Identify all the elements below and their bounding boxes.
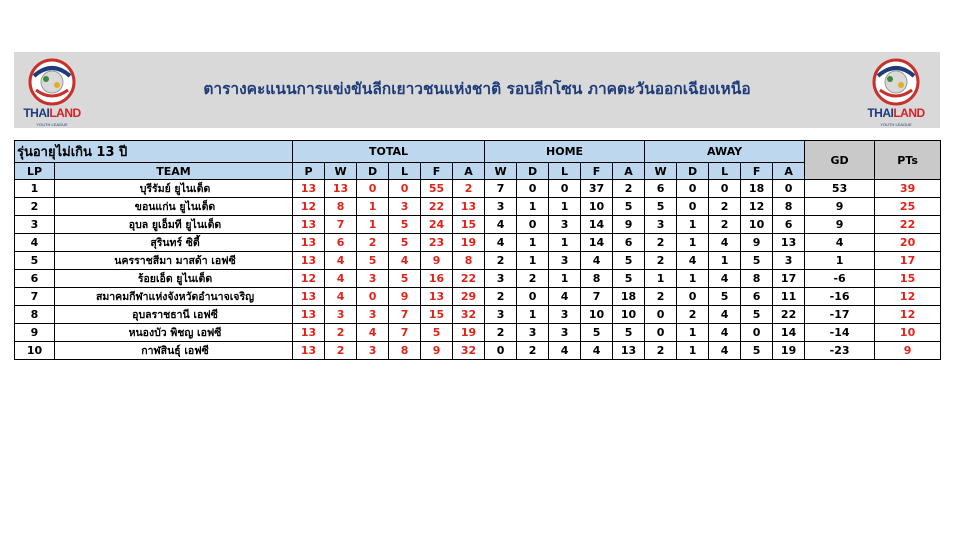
cell-l: 5: [389, 216, 421, 234]
cell-w: 2: [325, 324, 357, 342]
cell-hl: 1: [549, 270, 581, 288]
cell-lp: 1: [15, 180, 55, 198]
cell-hf: 14: [581, 234, 613, 252]
cell-aa: 14: [773, 324, 805, 342]
cell-d: 4: [357, 324, 389, 342]
cell-al: 4: [709, 324, 741, 342]
cell-lp: 4: [15, 234, 55, 252]
table-row: [15, 342, 941, 360]
cell-d: 3: [357, 270, 389, 288]
cell-hd: 2: [517, 270, 549, 288]
cell-d: 0: [357, 288, 389, 306]
cell-ad: 1: [677, 216, 709, 234]
cell-hd: 1: [517, 234, 549, 252]
cell-ha: 13: [613, 342, 645, 360]
cell-a: 15: [453, 216, 485, 234]
total-l-header: L: [389, 163, 421, 180]
cell-f: 55: [421, 180, 453, 198]
cell-gd: 9: [805, 216, 875, 234]
cell-af: 5: [741, 306, 773, 324]
cell-pts: 12: [875, 306, 941, 324]
total-d-header: D: [357, 163, 389, 180]
cell-ad: 2: [677, 306, 709, 324]
cell-hl: 3: [549, 306, 581, 324]
cell-gd: -16: [805, 288, 875, 306]
cell-f: 16: [421, 270, 453, 288]
away-a-header: A: [773, 163, 805, 180]
cell-aw: 6: [645, 180, 677, 198]
cell-hw: 7: [485, 180, 517, 198]
cell-p: 13: [293, 234, 325, 252]
cell-af: 8: [741, 270, 773, 288]
cell-hf: 14: [581, 216, 613, 234]
cell-hd: 0: [517, 216, 549, 234]
cell-w: 8: [325, 198, 357, 216]
table-row: [15, 252, 941, 270]
cell-w: 6: [325, 234, 357, 252]
table-row: [15, 216, 941, 234]
cell-team: หนองบัว พิชญ เอฟซี: [55, 324, 293, 342]
cell-l: 8: [389, 342, 421, 360]
title-banner: [14, 52, 940, 128]
cell-al: 4: [709, 270, 741, 288]
total-a-header: A: [453, 163, 485, 180]
cell-team: สุรินทร์ ซิตี้: [55, 234, 293, 252]
cell-lp: 5: [15, 252, 55, 270]
table-row: [15, 288, 941, 306]
cell-af: 5: [741, 342, 773, 360]
cell-hf: 10: [581, 198, 613, 216]
standings-table: [14, 140, 941, 360]
cell-f: 9: [421, 342, 453, 360]
away-f-header: F: [741, 163, 773, 180]
cell-aa: 17: [773, 270, 805, 288]
cell-hl: 1: [549, 234, 581, 252]
cell-f: 13: [421, 288, 453, 306]
cell-p: 13: [293, 306, 325, 324]
cell-w: 13: [325, 180, 357, 198]
cell-a: 13: [453, 198, 485, 216]
cell-pts: 10: [875, 324, 941, 342]
cell-l: 9: [389, 288, 421, 306]
cell-w: 4: [325, 270, 357, 288]
cell-af: 0: [741, 324, 773, 342]
cell-pts: 20: [875, 234, 941, 252]
cell-gd: 53: [805, 180, 875, 198]
cell-hw: 2: [485, 252, 517, 270]
cell-al: 2: [709, 198, 741, 216]
cell-hw: 0: [485, 342, 517, 360]
cell-hf: 8: [581, 270, 613, 288]
gd-header: GD: [805, 141, 875, 180]
cell-p: 13: [293, 342, 325, 360]
cell-p: 13: [293, 216, 325, 234]
cell-lp: 3: [15, 216, 55, 234]
cell-hf: 7: [581, 288, 613, 306]
cell-pts: 15: [875, 270, 941, 288]
logo-subtext: YOUTH LEAGUE: [36, 122, 68, 127]
cell-f: 23: [421, 234, 453, 252]
cell-hw: 3: [485, 198, 517, 216]
cell-ha: 10: [613, 306, 645, 324]
cell-f: 15: [421, 306, 453, 324]
cell-hw: 4: [485, 234, 517, 252]
league-logo-right: [860, 54, 932, 127]
cell-aa: 19: [773, 342, 805, 360]
cell-l: 5: [389, 270, 421, 288]
logo-wordmark: THAILAND: [867, 106, 925, 120]
cell-hl: 3: [549, 324, 581, 342]
cell-w: 4: [325, 252, 357, 270]
away-w-header: W: [645, 163, 677, 180]
cell-ad: 0: [677, 198, 709, 216]
cell-hd: 3: [517, 324, 549, 342]
cell-al: 2: [709, 216, 741, 234]
cell-af: 18: [741, 180, 773, 198]
cell-aa: 0: [773, 180, 805, 198]
cell-ad: 1: [677, 324, 709, 342]
cell-hd: 1: [517, 252, 549, 270]
cell-p: 12: [293, 198, 325, 216]
cell-aw: 1: [645, 270, 677, 288]
cell-pts: 9: [875, 342, 941, 360]
cell-aw: 2: [645, 342, 677, 360]
cell-gd: -6: [805, 270, 875, 288]
home-w-header: W: [485, 163, 517, 180]
home-group-header: HOME: [485, 141, 645, 163]
team-header: TEAM: [55, 163, 293, 180]
age-group-label: รุ่นอายุไม่เกิน 13 ปี: [15, 141, 293, 163]
standings-body: [15, 180, 941, 360]
cell-gd: -23: [805, 342, 875, 360]
cell-aa: 3: [773, 252, 805, 270]
cell-a: 2: [453, 180, 485, 198]
cell-aa: 8: [773, 198, 805, 216]
cell-al: 1: [709, 252, 741, 270]
total-p-header: P: [293, 163, 325, 180]
lp-header: LP: [15, 163, 55, 180]
logo-subtext: YOUTH LEAGUE: [880, 122, 912, 127]
cell-hw: 2: [485, 324, 517, 342]
total-group-header: TOTAL: [293, 141, 485, 163]
cell-aa: 13: [773, 234, 805, 252]
cell-team: สมาคมกีฬาแห่งจังหวัดอำนาจเจริญ: [55, 288, 293, 306]
cell-aw: 0: [645, 306, 677, 324]
cell-hf: 4: [581, 252, 613, 270]
cell-ha: 5: [613, 252, 645, 270]
cell-ad: 1: [677, 342, 709, 360]
cell-ad: 1: [677, 234, 709, 252]
cell-hd: 1: [517, 306, 549, 324]
cell-hf: 4: [581, 342, 613, 360]
logo-wordmark: THAILAND: [23, 106, 81, 120]
total-w-header: W: [325, 163, 357, 180]
cell-al: 4: [709, 342, 741, 360]
cell-d: 1: [357, 216, 389, 234]
cell-hf: 5: [581, 324, 613, 342]
cell-l: 7: [389, 306, 421, 324]
cell-p: 12: [293, 270, 325, 288]
league-logo-left: [16, 54, 88, 127]
cell-aa: 11: [773, 288, 805, 306]
cell-aw: 3: [645, 216, 677, 234]
cell-hd: 0: [517, 180, 549, 198]
cell-d: 3: [357, 342, 389, 360]
table-row: [15, 270, 941, 288]
total-f-header: F: [421, 163, 453, 180]
cell-f: 22: [421, 198, 453, 216]
cell-l: 7: [389, 324, 421, 342]
cell-aw: 2: [645, 288, 677, 306]
home-f-header: F: [581, 163, 613, 180]
cell-aw: 5: [645, 198, 677, 216]
cell-gd: -14: [805, 324, 875, 342]
cell-a: 19: [453, 324, 485, 342]
cell-al: 4: [709, 234, 741, 252]
cell-hl: 1: [549, 198, 581, 216]
cell-team: กาฬสินธุ์ เอฟซี: [55, 342, 293, 360]
cell-team: อุบลราชธานี เอฟซี: [55, 306, 293, 324]
cell-hd: 1: [517, 198, 549, 216]
ball-emblem-icon: [860, 54, 932, 110]
cell-l: 0: [389, 180, 421, 198]
cell-aa: 6: [773, 216, 805, 234]
cell-al: 5: [709, 288, 741, 306]
cell-af: 5: [741, 252, 773, 270]
cell-pts: 12: [875, 288, 941, 306]
cell-ha: 5: [613, 324, 645, 342]
home-d-header: D: [517, 163, 549, 180]
cell-p: 13: [293, 180, 325, 198]
cell-w: 3: [325, 306, 357, 324]
cell-w: 2: [325, 342, 357, 360]
cell-gd: 9: [805, 198, 875, 216]
cell-a: 8: [453, 252, 485, 270]
cell-gd: -17: [805, 306, 875, 324]
cell-lp: 10: [15, 342, 55, 360]
cell-ad: 4: [677, 252, 709, 270]
cell-aw: 0: [645, 324, 677, 342]
cell-hd: 2: [517, 342, 549, 360]
table-row: [15, 198, 941, 216]
cell-ad: 0: [677, 180, 709, 198]
cell-a: 32: [453, 306, 485, 324]
table-row: [15, 306, 941, 324]
cell-aw: 2: [645, 252, 677, 270]
cell-hl: 3: [549, 252, 581, 270]
cell-ha: 5: [613, 270, 645, 288]
cell-af: 6: [741, 288, 773, 306]
cell-pts: 22: [875, 216, 941, 234]
cell-lp: 9: [15, 324, 55, 342]
cell-w: 7: [325, 216, 357, 234]
cell-l: 3: [389, 198, 421, 216]
home-a-header: A: [613, 163, 645, 180]
cell-hl: 3: [549, 216, 581, 234]
cell-hf: 10: [581, 306, 613, 324]
cell-al: 4: [709, 306, 741, 324]
cell-f: 24: [421, 216, 453, 234]
cell-d: 3: [357, 306, 389, 324]
cell-team: ขอนแก่น ยูไนเต็ด: [55, 198, 293, 216]
away-group-header: AWAY: [645, 141, 805, 163]
away-d-header: D: [677, 163, 709, 180]
cell-hw: 3: [485, 306, 517, 324]
cell-p: 13: [293, 252, 325, 270]
cell-al: 0: [709, 180, 741, 198]
cell-hl: 4: [549, 288, 581, 306]
table-row: [15, 324, 941, 342]
table-row: [15, 180, 941, 198]
cell-team: ร้อยเอ็ด ยูไนเต็ด: [55, 270, 293, 288]
home-l-header: L: [549, 163, 581, 180]
cell-af: 10: [741, 216, 773, 234]
cell-pts: 17: [875, 252, 941, 270]
cell-hw: 4: [485, 216, 517, 234]
cell-af: 12: [741, 198, 773, 216]
cell-f: 5: [421, 324, 453, 342]
cell-pts: 39: [875, 180, 941, 198]
cell-hf: 37: [581, 180, 613, 198]
cell-ha: 5: [613, 198, 645, 216]
cell-lp: 2: [15, 198, 55, 216]
cell-af: 9: [741, 234, 773, 252]
cell-hw: 2: [485, 288, 517, 306]
cell-hl: 0: [549, 180, 581, 198]
cell-l: 5: [389, 234, 421, 252]
cell-team: อุบล ยูเอ็มที ยูไนเต็ด: [55, 216, 293, 234]
cell-a: 32: [453, 342, 485, 360]
cell-a: 29: [453, 288, 485, 306]
cell-d: 0: [357, 180, 389, 198]
cell-pts: 25: [875, 198, 941, 216]
page-title: ตารางคะแนนการแข่งขันลีกเยาวชนแห่งชาติ รอบลีกโซน ภาคตะวันออกเฉียงเหนือ: [203, 80, 751, 98]
cell-d: 2: [357, 234, 389, 252]
cell-hl: 4: [549, 342, 581, 360]
cell-team: นครราชสีมา มาสด้า เอฟซี: [55, 252, 293, 270]
pts-header: PTs: [875, 141, 941, 180]
cell-ha: 6: [613, 234, 645, 252]
cell-ha: 2: [613, 180, 645, 198]
cell-aa: 22: [773, 306, 805, 324]
cell-lp: 7: [15, 288, 55, 306]
cell-l: 4: [389, 252, 421, 270]
table-row: [15, 234, 941, 252]
cell-ha: 9: [613, 216, 645, 234]
cell-ad: 0: [677, 288, 709, 306]
cell-aw: 2: [645, 234, 677, 252]
cell-lp: 8: [15, 306, 55, 324]
cell-gd: 4: [805, 234, 875, 252]
cell-p: 13: [293, 324, 325, 342]
cell-ha: 18: [613, 288, 645, 306]
cell-w: 4: [325, 288, 357, 306]
away-l-header: L: [709, 163, 741, 180]
cell-gd: 1: [805, 252, 875, 270]
cell-hd: 0: [517, 288, 549, 306]
cell-a: 19: [453, 234, 485, 252]
cell-a: 22: [453, 270, 485, 288]
cell-lp: 6: [15, 270, 55, 288]
cell-ad: 1: [677, 270, 709, 288]
cell-f: 9: [421, 252, 453, 270]
cell-p: 13: [293, 288, 325, 306]
cell-hw: 3: [485, 270, 517, 288]
column-header-row: [15, 163, 941, 180]
ball-emblem-icon: [16, 54, 88, 110]
cell-d: 5: [357, 252, 389, 270]
cell-team: บุรีรัมย์ ยูไนเต็ด: [55, 180, 293, 198]
cell-d: 1: [357, 198, 389, 216]
